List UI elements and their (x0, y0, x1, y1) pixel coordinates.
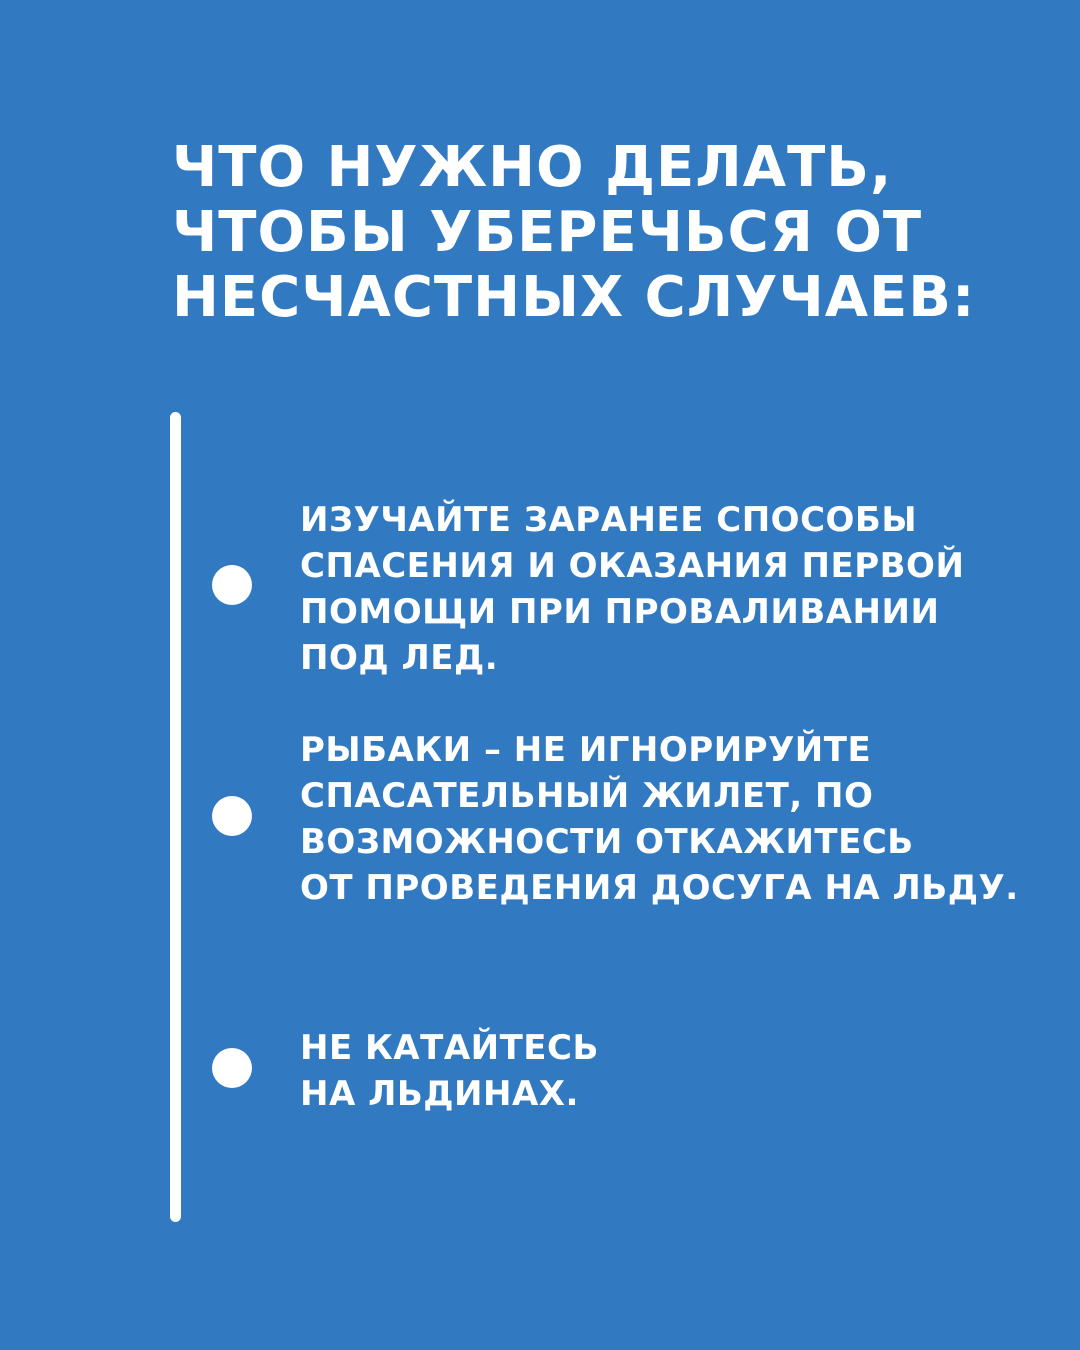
list-item-line: СПАСАТЕЛЬНЫЙ ЖИЛЕТ, ПО (300, 776, 874, 816)
list-item-line: ПОМОЩИ ПРИ ПРОВАЛИВАНИИ (300, 592, 940, 632)
list-item-line: ИЗУЧАЙТЕ ЗАРАНЕЕ СПОСОБЫ (300, 500, 918, 540)
page-title (172, 135, 1032, 330)
list-item-line: РЫБАКИ – НЕ ИГНОРИРУЙТЕ (300, 730, 872, 770)
list-item-line: НА ЛЬДИНАХ. (300, 1074, 579, 1114)
bullet-dot-icon (212, 565, 252, 605)
list-item-text (300, 727, 1040, 911)
title-line: ЧТОБЫ УБЕРЕЧЬСЯ ОТ (172, 200, 923, 265)
list-item-line: ВОЗМОЖНОСТИ ОТКАЖИТЕСЬ (300, 822, 914, 862)
list-item-line: НЕ КАТАЙТЕСЬ (300, 1028, 599, 1068)
title-line: ЧТО НУЖНО ДЕЛАТЬ, (172, 135, 893, 200)
list-item-line: ПОД ЛЕД. (300, 638, 499, 678)
title-line: НЕСЧАСТНЫХ СЛУЧАЕВ: (172, 265, 976, 330)
list-item-line: ОТ ПРОВЕДЕНИЯ ДОСУГА НА ЛЬДУ. (300, 868, 1019, 908)
bullet-dot-icon (212, 1048, 252, 1088)
timeline-line (170, 412, 181, 1222)
list-item-line: СПАСЕНИЯ И ОКАЗАНИЯ ПЕРВОЙ (300, 546, 965, 586)
list-item-text (300, 497, 1040, 681)
bullet-dot-icon (212, 796, 252, 836)
list-item-text (300, 1025, 1040, 1117)
